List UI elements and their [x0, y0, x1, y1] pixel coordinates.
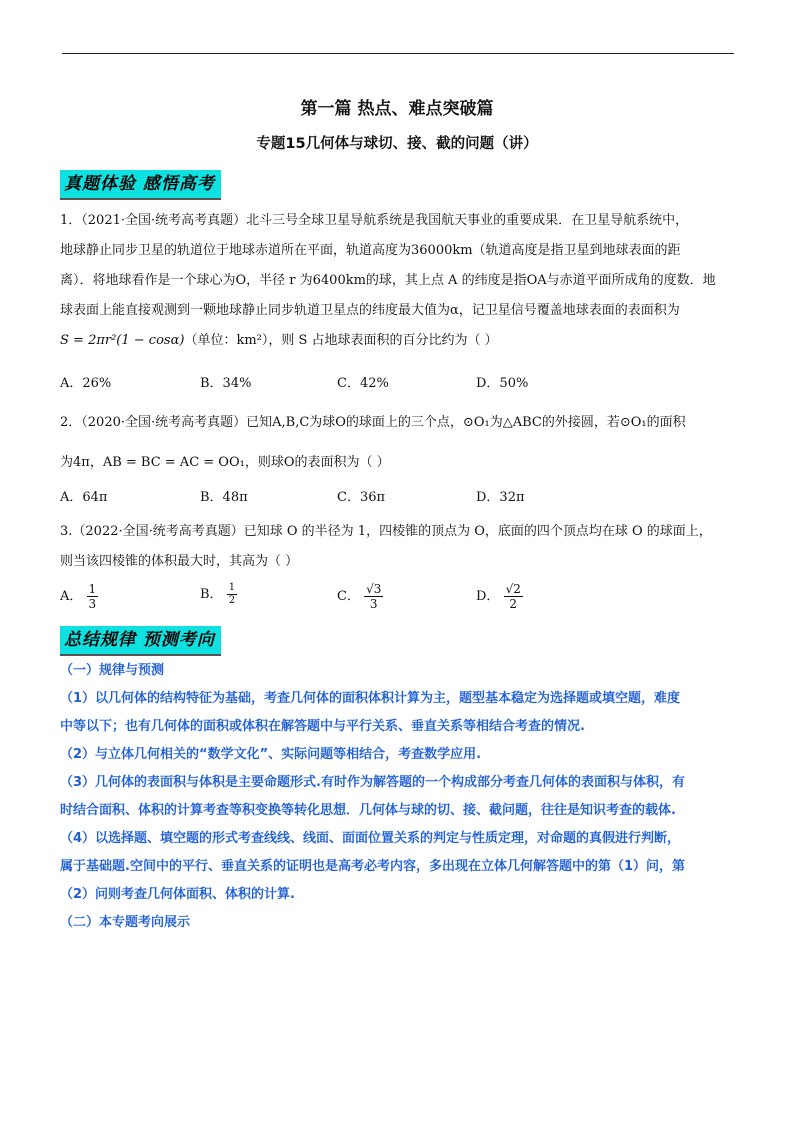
summary-p4-line-1: （4）以选择题、填空题的形式考查线线、线面、面面位置关系的判定与性质定理，对命题的真假进行判断， [60, 831, 681, 846]
section-banner-summary: 总结规律 预测考向 [60, 626, 221, 656]
q3-d-denominator: 2 [509, 597, 518, 611]
q2-choice-d[interactable]: D．32π [476, 490, 525, 505]
q3-choice-a-label: A． [60, 589, 83, 604]
q3-choice-d-fraction [504, 582, 523, 611]
summary-p1-line-1: （1）以几何体的结构特征为基础，考查几何体的面积体积计算为主，题型基本稳定为选择题或填空题，难度 [60, 691, 681, 706]
q3-a-denominator: 3 [88, 597, 97, 611]
summary-p2: （2）与立体几何相关的“数学文化”、实际问题等相结合，考查数学应用. [60, 747, 482, 762]
q1-line-1: 1．（2021·全国·统考高考真题）北斗三号全球卫星导航系统是我国航天事业的重要成果．在卫星导航系统中， [60, 213, 689, 228]
q3-c-numerator: √3 [366, 582, 382, 596]
q3-choice-b-label: B． [200, 587, 223, 602]
q1-choice-c[interactable]: C．42% [337, 376, 389, 391]
q2-choices [60, 486, 740, 516]
q1-line-4: 球表面上能直接观测到一颗地球静止同步轨道卫星点的纬度最大值为α，记卫星信号覆盖地球表面的表面积为 [60, 303, 680, 318]
question-3 [60, 517, 738, 577]
question-2 [60, 408, 738, 478]
q3-choice-c[interactable] [337, 582, 383, 611]
summary-heading-2: （二）本专题考向展示 [60, 915, 191, 930]
document-subtitle: 专题15几何体与球切、接、截的问题（讲） [256, 136, 538, 152]
q1-line-3: 离）．将地球看作是一个球心为O，半径 r 为6400km的球，其上点 A 的纬度是指OA与赤道平面所成角的度数．地 [60, 273, 716, 288]
q1-formula: S = 2πr²(1 − cosα) [60, 333, 185, 348]
summary-heading-1: （一）规律与预测 [60, 663, 165, 678]
summary-p3-line-2: 时结合面积、体积的计算考查等积变换等转化思想．几何体与球的切、接、截问题，往往是知识考查的载体. [60, 803, 676, 818]
q3-choice-a[interactable] [60, 582, 98, 611]
q2-choice-c[interactable]: C．36π [337, 490, 386, 505]
q2-choice-b[interactable]: B．48π [200, 490, 248, 505]
q3-b-numerator: 1 [228, 582, 236, 593]
q2-choice-a[interactable]: A．64π [60, 490, 108, 505]
summary-p3-line-1: （3）几何体的表面积与体积是主要命题形式.有时作为解答题的一个构成部分考查几何体的表面积与体积，有 [60, 775, 685, 790]
q1-line-5-text: （单位：km²），则 S 占地球表面积的百分比约为（ ） [184, 333, 498, 348]
q3-d-numerator: √2 [505, 582, 521, 596]
summary-p4-line-3: （2）问则考查几何体面积、体积的计算. [60, 887, 295, 902]
document-title: 第一篇 热点、难点突破篇 [300, 99, 494, 119]
q3-choice-c-label: C． [337, 589, 360, 604]
header-rule [62, 53, 734, 54]
q3-line-2: 则当该四棱锥的体积最大时，其高为（ ） [60, 554, 299, 569]
q3-choice-b[interactable] [200, 582, 237, 607]
q1-choices [60, 372, 740, 402]
q2-line-1: 2．（2020·全国·统考高考真题）已知A,B,C为球O的球面上的三个点，⊙O₁为△ABC的外接圆，若⊙O₁的面积 [60, 415, 686, 430]
summary-p4-line-2: 属于基础题.空间中的平行、垂直关系的证明也是高考必考内容，多出现在立体几何解答题中的第（1）问，第 [60, 859, 685, 874]
q3-c-denominator: 3 [369, 597, 378, 611]
q1-choice-d[interactable]: D．50% [476, 376, 529, 391]
q1-line-2: 地球静止同步卫星的轨道位于地球赤道所在平面，轨道高度为36000km（轨道高度是指卫星到地球表面的距 [60, 243, 681, 258]
q3-choice-d[interactable] [476, 582, 523, 611]
q1-choice-b[interactable]: B．34% [200, 376, 252, 391]
q3-choices [60, 582, 740, 622]
q3-a-numerator: 1 [88, 582, 97, 596]
q3-choice-b-fraction [227, 582, 237, 607]
q3-choice-c-fraction [364, 582, 383, 611]
question-1 [60, 206, 738, 356]
q1-choice-a[interactable]: A．26% [60, 376, 112, 391]
q3-b-denominator: 2 [228, 595, 236, 606]
q3-choice-a-fraction [87, 582, 99, 611]
summary-section [60, 657, 740, 937]
q3-line-1: 3.（2022·全国·统考高考真题）已知球 O 的半径为 1，四棱锥的顶点为 O，底面的四个顶点均在球 O 的球面上， [60, 524, 712, 539]
q1-line-5 [60, 326, 738, 356]
section-banner-real-exam: 真题体验 感悟高考 [60, 170, 221, 200]
q3-choice-d-label: D． [476, 589, 500, 604]
summary-p1-line-2: 中等以下；也有几何体的面积或体积在解答题中与平行关系、垂直关系等相结合考查的情况. [60, 719, 585, 734]
q2-line-2: 为4π，AB = BC = AC = OO₁，则球O的表面积为（ ） [60, 455, 390, 470]
